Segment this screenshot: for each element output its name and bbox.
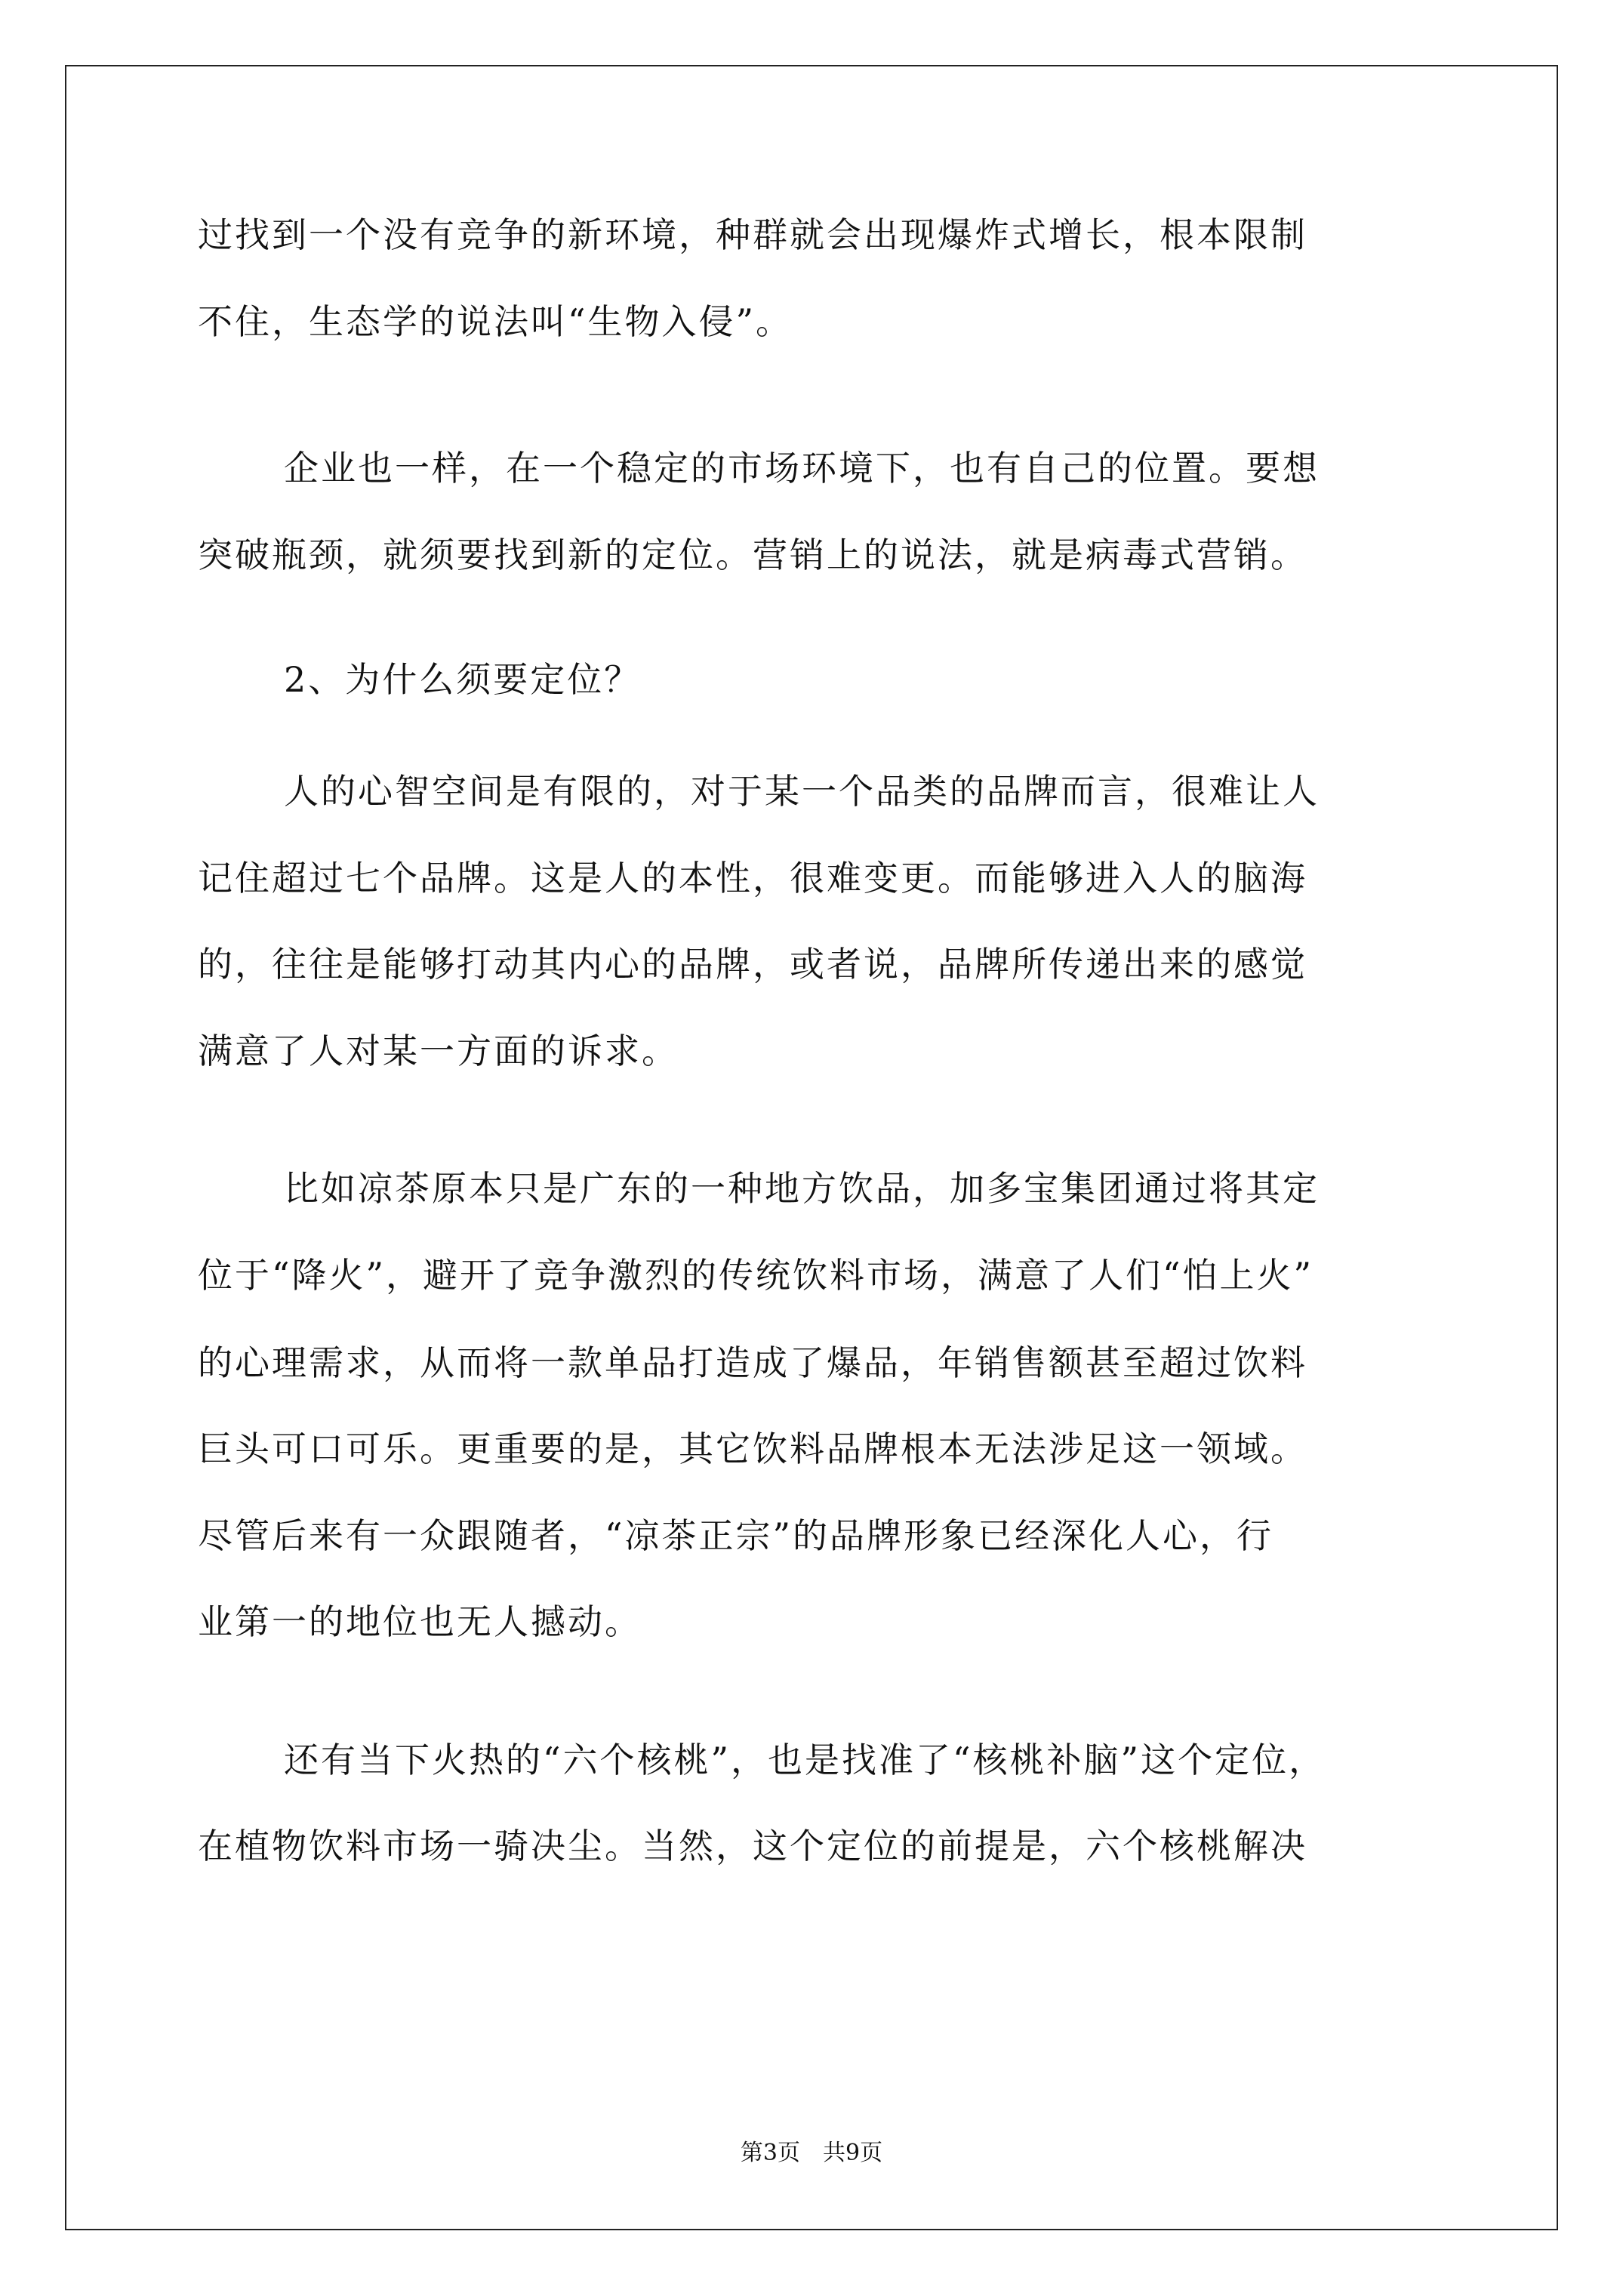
- text-line: 巨头可口可乐。更重要的是，其它饮料品牌根本无法涉足这一领域。: [198, 1428, 1307, 1469]
- text-line: 突破瓶颈，就须要找到新的定位。营销上的说法，就是病毒式营销。: [198, 535, 1307, 575]
- page-footer: 第3页 共9页: [740, 2140, 883, 2166]
- paragraph-first-line: 企业也一样，在一个稳定的市场环境下，也有自己的位置。要想: [284, 448, 1320, 488]
- text-line: 在植物饮料市场一骑决尘。当然，这个定位的前提是，六个核桃解决: [198, 1826, 1307, 1866]
- text-line: 的，往往是能够打动其内心的品牌，或者说，品牌所传递出来的感觉: [198, 944, 1307, 985]
- page-border: [65, 65, 1558, 2230]
- text-line: 业第一的地位也无人撼动。: [198, 1601, 642, 1642]
- text-line: 尽管后来有一众跟随者，“凉茶正宗”的品牌形象已经深化人心，行: [198, 1515, 1274, 1556]
- text-line: 记住超过七个品牌。这是人的本性，很难变更。而能够进入人的脑海: [198, 858, 1307, 898]
- paragraph-first-line: 还有当下火热的“六个核桃”，也是找准了“核桃补脑”这个定位，: [284, 1740, 1326, 1780]
- text-line: 位于“降火”，避开了竞争激烈的传统饮料市场，满意了人们“怕上火”: [198, 1255, 1314, 1296]
- text-line: 过找到一个没有竞争的新环境，种群就会出现爆炸式增长，根本限制: [198, 214, 1307, 255]
- text-line: 的心理需求，从而将一款单品打造成了爆品，年销售额甚至超过饮料: [198, 1342, 1307, 1383]
- text-line: 满意了人对某一方面的诉求。: [198, 1031, 679, 1071]
- paragraph-first-line: 比如凉茶原本只是广东的一种地方饮品，加多宝集团通过将其定: [284, 1168, 1320, 1209]
- text-line: 不住，生态学的说法叫“生物入侵”。: [198, 301, 793, 342]
- paragraph-first-line: 人的心智空间是有限的，对于某一个品类的品牌而言，很难让人: [284, 771, 1320, 812]
- section-heading: 2、为什么须要定位？: [284, 659, 642, 700]
